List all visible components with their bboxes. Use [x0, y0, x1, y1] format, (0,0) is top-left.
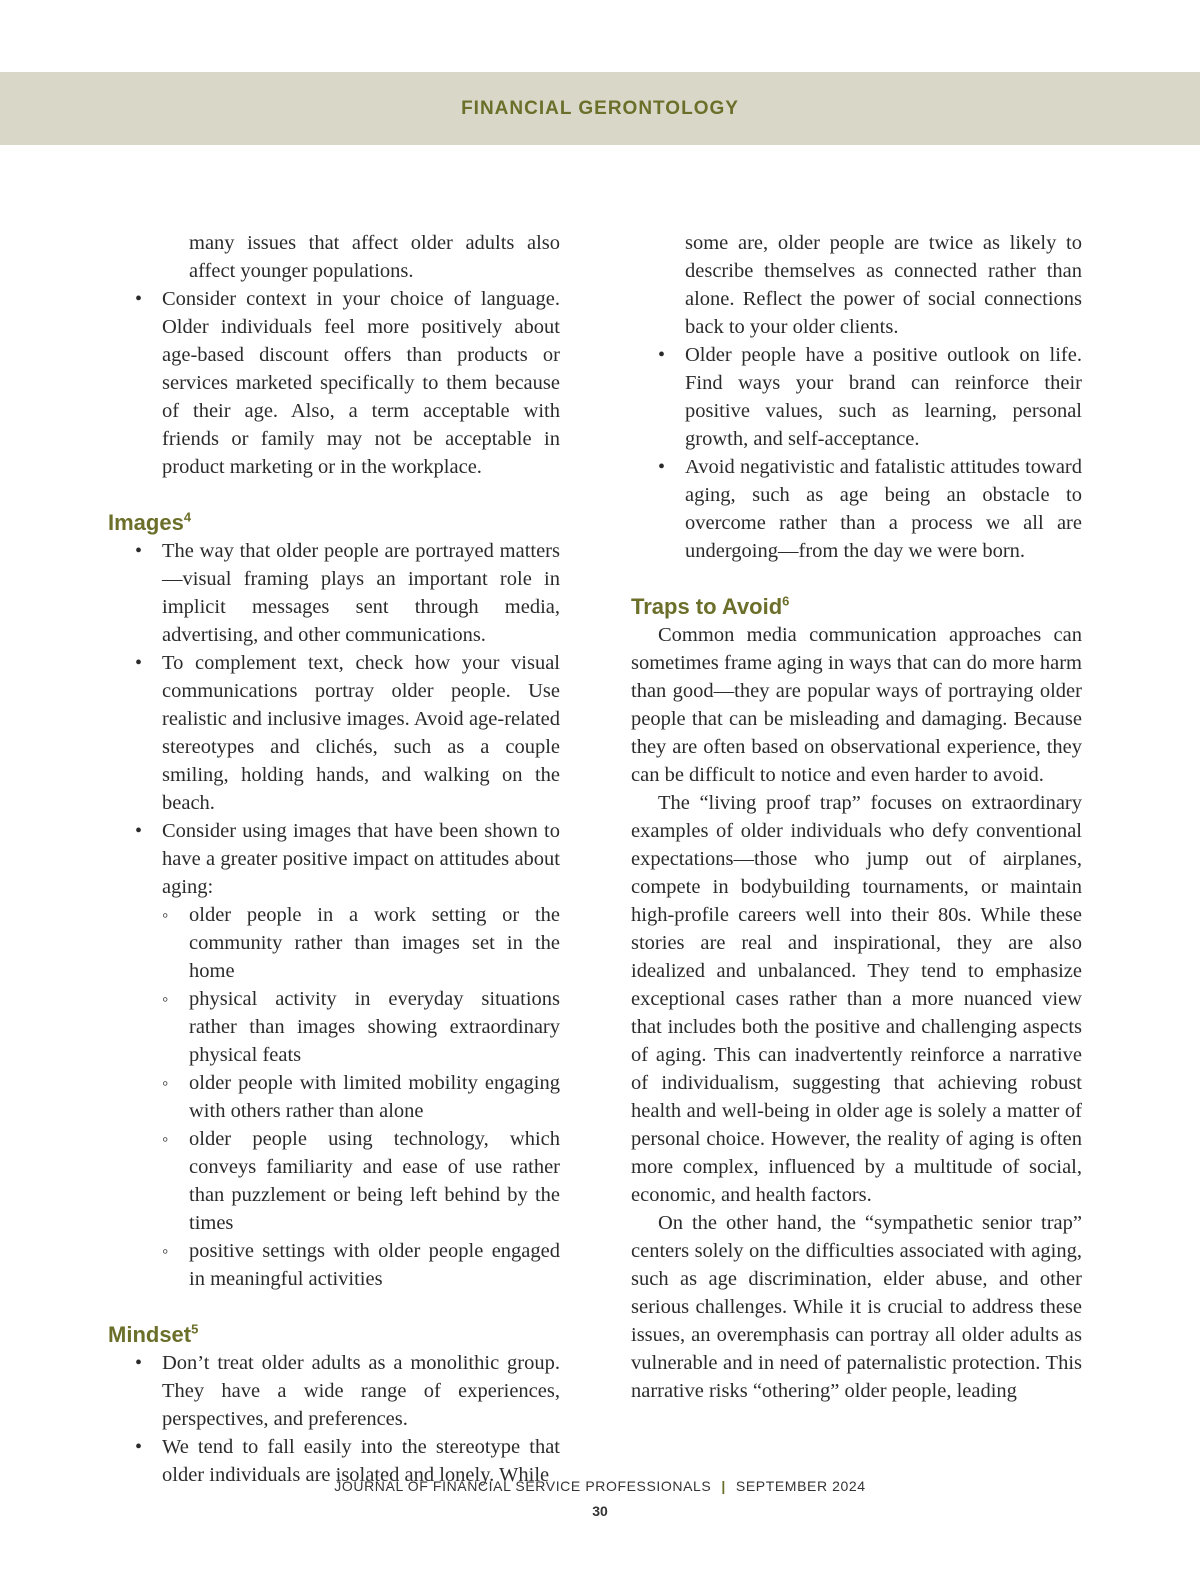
footnote-ref: 6 — [782, 593, 790, 609]
traps-heading-text: Traps to Avoid — [631, 594, 783, 619]
list-item: • To complement text, check how your visual communications portray older people. Use realistic and inclusive images. Avoid age-related stereotypes and clichés, such as a couple smiling, holding hands, and walking on the beach. — [108, 649, 560, 817]
sub-list-item: ◦ physical activity in everyday situations rather than images showing extraordinary physical feats — [162, 985, 560, 1069]
mindset-heading-text: Mindset — [108, 1322, 192, 1347]
header-band — [0, 72, 1200, 145]
traps-heading — [631, 593, 1082, 621]
continued-text: many issues that affect older adults also affect younger populations. — [189, 232, 560, 282]
list-item-text: Consider using images that have been shown to have a greater positive impact on attitudes about aging: — [162, 820, 560, 898]
images-bullet-list — [108, 537, 560, 1293]
sub-list-item: ◦ positive settings with older people engaged in meaningful activities — [162, 1237, 560, 1293]
list-item: • Avoid negativistic and fatalistic attitudes toward aging, such as age being an obstacle to overcome rather than a process we all are undergoing—from the day we were born. — [631, 453, 1082, 565]
list-item: • Don’t treat older adults as a monolithic group. They have a wide range of experiences, perspectives, and preferences. — [108, 1349, 560, 1433]
list-item — [108, 817, 560, 1293]
paragraph: Common media communication approaches can sometimes frame aging in ways that can do more harm than good—they are popular ways of portraying older people that can be misleading and damaging. Because they are often based on observational experience, they can be difficult to notice and even harder to avoid. — [631, 624, 1082, 786]
footnote-ref: 4 — [183, 509, 192, 525]
images-sub-list — [162, 901, 560, 1293]
continued-text: some are, older people are twice as likely to describe themselves as connected rather than alone. Reflect the power of social connections back to your older clients. — [685, 232, 1082, 338]
right-bullet-list — [631, 341, 1082, 565]
footnote-ref: 5 — [191, 1321, 199, 1337]
mindset-heading — [108, 1321, 560, 1349]
mindset-bullet-list — [108, 1349, 560, 1489]
list-item: • The way that older people are portrayed matters—visual framing plays an important role in implicit messages sent through media, advertising, and other communications. — [108, 537, 560, 649]
images-heading-text: Images — [108, 510, 184, 535]
page-number: 30 — [592, 1503, 608, 1519]
footer — [0, 1478, 1200, 1494]
paragraph: On the other hand, the “sympathetic senior trap” centers solely on the difficulties associated with aging, such as age discrimination, elder abuse, and other serious challenges. While it is crucial to address these issues, an overemphasis can portray all older adults as vulnerable and in need of paternalistic protection. This narrative risks “othering” older people, leading — [631, 1212, 1082, 1402]
list-item: • We tend to fall easily into the stereotype that older individuals are isolated and lonely. While — [108, 1433, 560, 1489]
images-heading — [108, 509, 560, 537]
sub-list-item: ◦ older people with limited mobility engaging with others rather than alone — [162, 1069, 560, 1125]
left-column — [108, 229, 560, 1489]
right-column — [631, 229, 1082, 1405]
journal-name: JOURNAL OF FINANCIAL SERVICE PROFESSIONALS — [334, 1478, 712, 1494]
sub-list-item: ◦ older people using technology, which conveys familiarity and ease of use rather than puzzlement or being left behind by the times — [162, 1125, 560, 1237]
paragraph: The “living proof trap” focuses on extraordinary examples of older individuals who defy conventional expectations—those who jump out of airplanes, compete in bodybuilding tournaments, or maintain high-profile careers well into their 80s. While these stories are real and inspirational, they are also idealized and unbalanced. They tend to emphasize exceptional cases rather than a more nuanced view that includes both the positive and challenging aspects of aging. This can inadvertently reinforce a narrative of individualism, suggesting that achieving robust health and well-being in older age is solely a matter of personal choice. However, the reality of aging is often more complex, influenced by a multitude of social, economic, and health factors. — [631, 792, 1082, 1206]
list-item: • Consider context in your choice of language. Older individuals feel more positively about age-based discount offers than products or services marketed specifically to them because of their age. Also, a term acceptable with friends or family may not be acceptable in product marketing or in the workplace. — [108, 285, 560, 481]
section-title: FINANCIAL GERONTOLOGY — [461, 97, 739, 119]
footer-separator: | — [721, 1478, 726, 1494]
issue-date: SEPTEMBER 2024 — [735, 1478, 866, 1494]
list-item: • Older people have a positive outlook on life. Find ways your brand can reinforce their positive values, such as learning, personal growth, and self-acceptance. — [631, 341, 1082, 453]
intro-bullet-list — [108, 285, 560, 481]
sub-list-item: ◦ older people in a work setting or the community rather than images set in the home — [162, 901, 560, 985]
